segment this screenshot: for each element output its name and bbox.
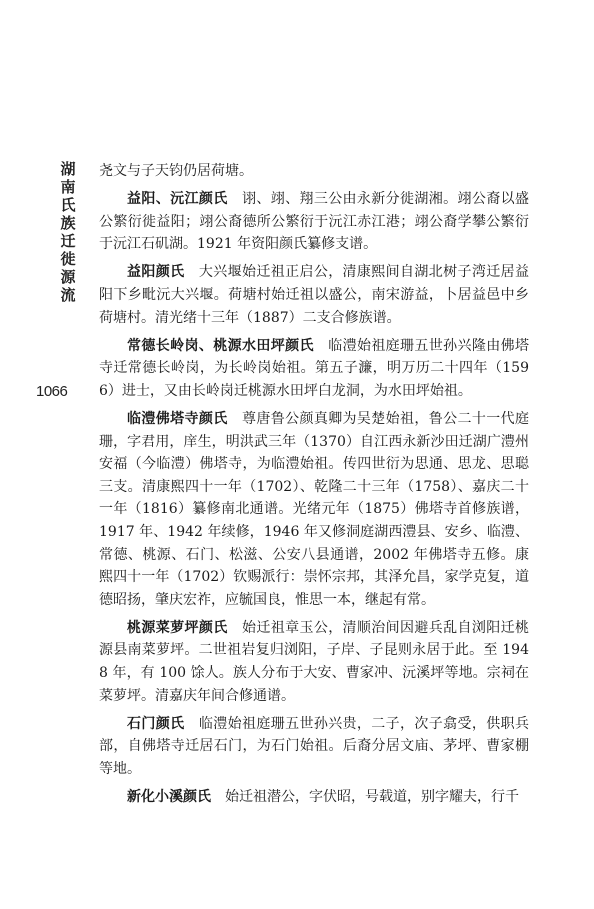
paragraph-text: 尊唐鲁公颜真卿为吴楚始祖，鲁公二十一代庭珊，字君用，庠生，明洪武三年（1370）自江西永新沙田迁湖广澧州安福（今临澧）佛塔寺，为临澧始祖。传四世衍为思通、思龙、思聪三支。清康熙四十一年（1702）、乾隆二十三年（1758）、嘉庆二十一年（1816）纂修南北通谱。光绪元年（1875）佛塔寺首修族谱，1917 年、1942 年续修，1946 年又修洞庭湖西澧县、安乡、临澧、常德、桃源、石门、松滋、公安八县通谱，2002 年佛塔寺五修。康熙四十一年（1702）钦赐派行：崇怀宗邦，其泽允昌，家学克复，道德昭扬，肇庆宏祚，应毓国良，惟思一本，继起有常。	[99, 410, 530, 608]
paragraph-4	[99, 335, 529, 403]
paragraph-text: 始迁祖章玉公，清顺治间因避兵乱自浏阳迁桃源县南菜萝坪。二世祖岩复归浏阳，子岸、子昆则永居于此。至 1948 年，有 100 馀人。族人分布于大安、曹家冲、沅溪坪等地。宗祠在菜萝坪。清嘉庆年间合修通谱。	[99, 619, 530, 704]
clan-heading: 石门颜氏	[127, 715, 185, 732]
paragraph-8	[99, 786, 529, 809]
paragraph-text: 诩、翊、翔三公由永新分徙湖湘。翊公裔以盛公繁衍徙益阳；翊公裔德所公繁衍于沅江赤江港；翊公裔学攀公繁衍于沅江石矶湖。1921 年资阳颜氏纂修支谱。	[99, 191, 530, 253]
clan-heading: 益阳、沅江颜氏	[127, 191, 228, 208]
running-header-title: 湖南氏族迁徙源流	[60, 160, 76, 304]
body-text	[99, 160, 529, 814]
paragraph-5	[99, 408, 529, 611]
paragraph-3	[99, 261, 529, 329]
paragraph-text: 大兴堰始迁祖正启公，清康熙间自湖北树子湾迁居益阳下乡毗沅大兴堰。荷塘村始迁祖以盛公，南宋游益，卜居益邑中乡荷塘村。清光绪十三年（1887）二支合修族谱。	[99, 264, 530, 326]
paragraph-1	[99, 160, 529, 183]
page-number: 1066	[36, 383, 68, 400]
clan-heading: 临澧佛塔寺颜氏	[127, 410, 228, 427]
paragraph-7	[99, 713, 529, 781]
paragraph-text: 始迁祖潜公，字伏昭，号载道，别字耀夫，行千	[225, 788, 519, 805]
clan-heading: 益阳颜氏	[127, 264, 185, 281]
paragraph-6	[99, 617, 529, 707]
paragraph-2	[99, 188, 529, 256]
clan-heading: 新化小溪颜氏	[127, 788, 211, 805]
clan-heading: 常德长岭岗、桃源水田坪颜氏	[127, 337, 314, 354]
paragraph-text: 尧文与子天钧仍居荷塘。	[99, 163, 253, 179]
paragraph-text: 临澧始祖庭珊五世孙兴隆由佛塔寺迁常德长岭岗，为长岭岗始祖。第五子濂，明万历二十四年（1596）进士，又由长岭岗迁桃源水田坪白龙洞，为水田坪始祖。	[99, 337, 530, 399]
clan-heading: 桃源菜萝坪颜氏	[127, 619, 228, 636]
paragraph-text: 临澧始祖庭珊五世孙兴贵，二子，次子翕受，供职兵部，自佛塔寺迁居石门，为石门始祖。后裔分居文庙、茅坪、曹家棚等地。	[99, 715, 530, 777]
